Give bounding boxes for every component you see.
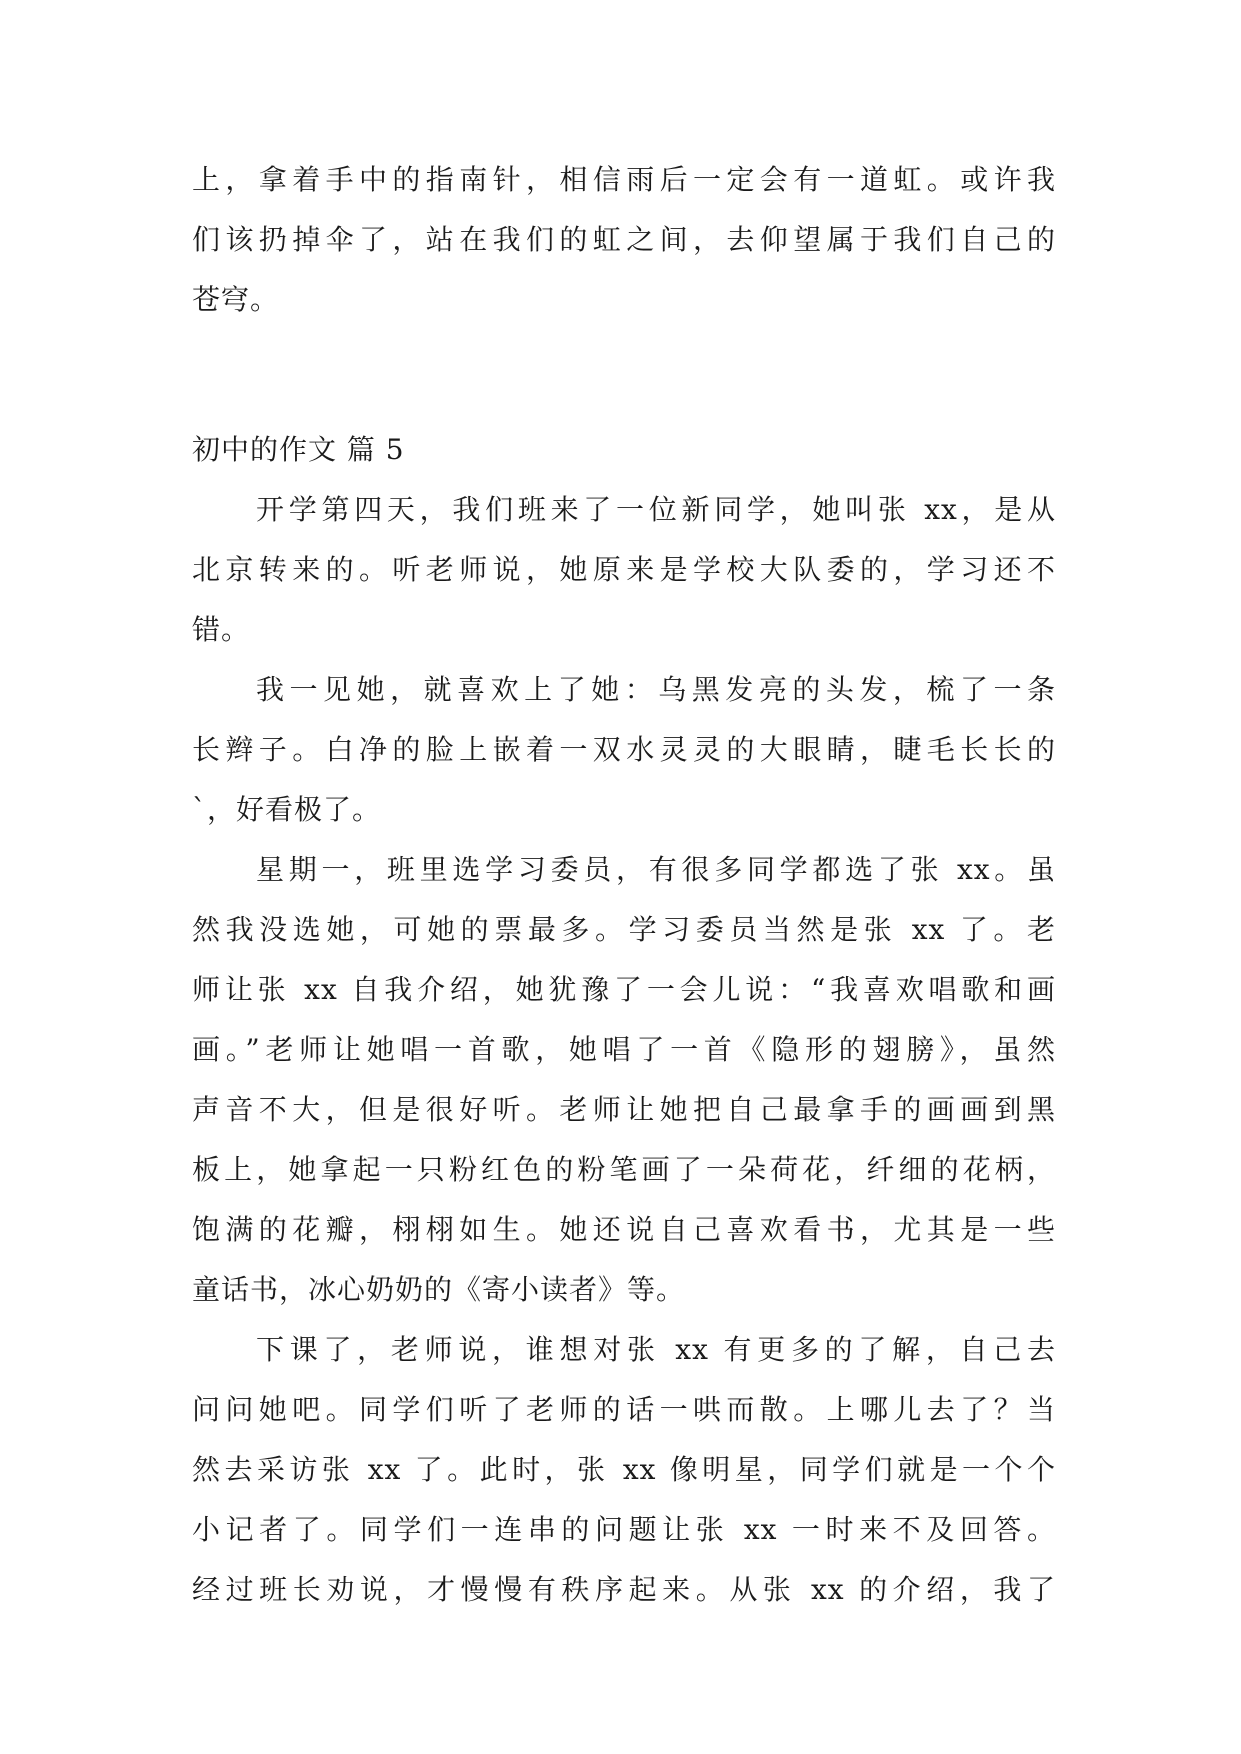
text-line: 们该扔掉伞了，站在我们的虹之间，去仰望属于我们自己的 bbox=[192, 223, 1056, 256]
document-page bbox=[192, 150, 1056, 1620]
text-line: 师让张 xx 自我介绍，她犹豫了一会儿说：“我喜欢唱歌和画 bbox=[192, 973, 1056, 1006]
text-line: 饱满的花瓣，栩栩如生。她还说自己喜欢看书，尤其是一些 bbox=[192, 1213, 1056, 1246]
paragraph-2 bbox=[192, 660, 1056, 840]
text-line: 北京转来的。听老师说，她原来是学校大队委的，学习还不 bbox=[192, 553, 1056, 586]
paragraph-1 bbox=[192, 480, 1056, 660]
text-line: `，好看极了。 bbox=[192, 793, 382, 826]
text-line: 苍穹。 bbox=[192, 283, 280, 316]
text-line: 错。 bbox=[192, 613, 251, 646]
text-line: 上，拿着手中的指南针，相信雨后一定会有一道虹。或许我 bbox=[192, 163, 1056, 196]
text-line: 然我没选她，可她的票最多。学习委员当然是张 xx 了。老 bbox=[192, 913, 1056, 946]
text-line: 长辫子。白净的脸上嵌着一双水灵灵的大眼睛，睫毛长长的 bbox=[192, 733, 1056, 766]
paragraph-3 bbox=[192, 840, 1056, 1320]
text-line: 我一见她，就喜欢上了她：乌黑发亮的头发，梳了一条 bbox=[256, 673, 1056, 706]
text-line: 经过班长劝说，才慢慢有秩序起来。从张 xx 的介绍，我了 bbox=[192, 1573, 1056, 1606]
text-line: 声音不大，但是很好听。老师让她把自己最拿手的画画到黑 bbox=[192, 1093, 1056, 1126]
text-line: 开学第四天，我们班来了一位新同学，她叫张 xx，是从 bbox=[256, 493, 1056, 526]
text-line: 问问她吧。同学们听了老师的话一哄而散。上哪儿去了？当 bbox=[192, 1393, 1056, 1426]
essay-title: 初中的作文 篇 5 bbox=[192, 433, 405, 466]
text-line: 板上，她拿起一只粉红色的粉笔画了一朵荷花，纤细的花柄， bbox=[192, 1153, 1056, 1186]
paragraph-4 bbox=[192, 1320, 1056, 1620]
text-line: 然去采访张 xx 了。此时，张 xx 像明星，同学们就是一个个 bbox=[192, 1453, 1056, 1486]
section-gap bbox=[192, 330, 1056, 420]
text-line: 小记者了。同学们一连串的问题让张 xx 一时来不及回答。 bbox=[192, 1513, 1056, 1546]
text-line: 童话书，冰心奶奶的《寄小读者》等。 bbox=[192, 1273, 686, 1306]
text-line: 星期一，班里选学习委员，有很多同学都选了张 xx。虽 bbox=[256, 853, 1056, 886]
previous-essay-ending bbox=[192, 150, 1056, 330]
text-line: 画。”老师让她唱一首歌，她唱了一首《隐形的翅膀》，虽然 bbox=[192, 1033, 1056, 1066]
text-line: 下课了，老师说，谁想对张 xx 有更多的了解，自己去 bbox=[256, 1333, 1056, 1366]
